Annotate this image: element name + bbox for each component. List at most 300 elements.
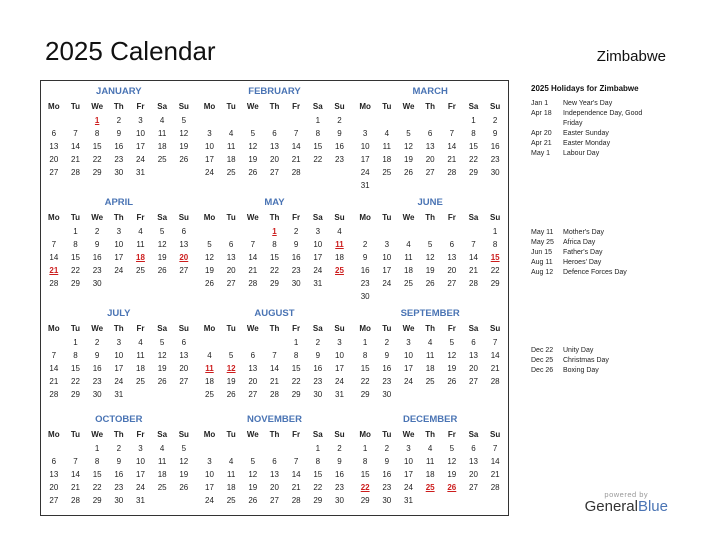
day: 19 [157,364,167,373]
weekday-label: We [91,324,104,333]
day: 25 [157,483,167,492]
holiday-date: Aug 11 [531,259,553,266]
day: 18 [382,155,392,164]
day: 24 [114,266,124,275]
day: 15 [71,364,80,373]
day: 7 [250,240,256,249]
day: 5 [228,351,234,360]
holiday-item [531,149,653,159]
weekday-header [199,428,351,442]
week-row [43,455,195,468]
day: 21 [291,155,301,164]
holiday-item [531,356,653,366]
day: 20 [248,377,258,386]
brand-blue: Blue [637,498,668,515]
day: 14 [447,142,457,151]
day: 1 [315,444,321,453]
day: 4 [159,116,165,125]
month-december [352,409,508,515]
day: 28 [248,279,258,288]
day: 13 [469,457,478,466]
weekday-label: Tu [70,102,81,111]
day: 19 [179,142,189,151]
holiday-item [531,238,653,248]
empty-day [108,277,130,290]
day: 2 [337,444,342,453]
week-row [199,362,351,375]
day: 16 [335,142,344,151]
day: 28 [71,496,80,505]
weekday-label: Th [425,324,436,333]
holiday-item [531,109,653,129]
month-may [197,192,353,303]
day: 10 [360,142,370,151]
month-name: JULY [107,308,131,319]
weekday-label: Fr [447,324,456,333]
weekday-label: Mo [48,213,60,222]
day: 26 [205,279,214,288]
weekday-label: Su [490,430,501,439]
empty-day [285,114,307,127]
day: 24 [136,155,145,164]
day: 28 [291,496,301,505]
weekday-header [199,322,351,336]
holiday-date: Apr 18 [531,110,552,117]
day: 7 [272,351,277,360]
day: 22 [313,483,323,492]
weekday-label: Su [178,213,189,222]
weekday-label: Fr [447,430,456,439]
weekday-label: Th [113,102,124,111]
holiday-group-3 [531,346,653,376]
day: 22 [469,155,478,164]
weekday-header [43,100,195,114]
day: 21 [71,483,80,492]
weekday-label: We [402,102,415,111]
holiday-day: 21 [49,266,59,275]
day: 23 [92,377,102,386]
day: 22 [291,377,301,386]
day: 4 [207,351,212,360]
day: 15 [469,142,478,151]
holiday-day: 25 [335,266,344,275]
holiday-day: 18 [136,253,145,262]
day: 3 [384,240,390,249]
day: 17 [205,483,214,492]
week-row [354,468,506,481]
weekday-header [354,211,506,225]
empty-day [242,336,264,349]
day: 6 [449,240,455,249]
weekday-label: Fr [447,102,456,111]
week-row [199,481,351,494]
day: 3 [116,227,122,236]
weekday-label: Mo [203,430,216,439]
weekday-header [43,322,195,336]
day: 8 [362,457,368,466]
week-row [199,140,351,153]
empty-day [264,114,286,127]
day: 30 [360,292,370,301]
day: 5 [406,129,411,138]
week-row [354,481,506,494]
day: 2 [293,227,299,236]
week-row [43,166,195,179]
day: 29 [360,390,370,399]
day: 5 [181,444,187,453]
day: 14 [270,364,279,373]
holiday-date: Jan 1 [531,100,549,107]
day: 21 [270,377,279,386]
day: 24 [360,168,370,177]
day: 19 [447,470,457,479]
weekday-label: Su [334,213,345,222]
day: 30 [114,168,124,177]
day: 23 [382,483,392,492]
month-february [197,81,353,192]
day: 20 [270,483,279,492]
holiday-day: 15 [490,253,500,262]
day: 6 [250,351,256,360]
day: 2 [384,338,390,347]
day: 7 [449,129,455,138]
weekday-label: Mo [359,430,371,439]
weekday-label: Tu [70,430,81,439]
day: 7 [51,240,57,249]
day: 30 [291,279,301,288]
empty-day [398,388,420,401]
empty-day [264,336,286,349]
day: 17 [335,364,344,373]
empty-day [419,290,441,303]
month-march [352,81,508,192]
day: 19 [248,155,258,164]
day: 26 [404,168,413,177]
day: 12 [447,457,457,466]
weekday-label: Sa [157,430,168,439]
weekday-label: Sa [312,102,323,111]
empty-day [199,114,221,127]
day: 9 [362,253,368,262]
empty-day [173,166,195,179]
month-november [197,409,353,515]
day: 10 [114,240,124,249]
day: 17 [404,364,413,373]
weekday-label: Mo [48,324,60,333]
empty-day [419,179,441,192]
weekday-label: Tu [226,324,236,333]
day: 11 [404,253,413,262]
day: 23 [490,155,500,164]
empty-day [376,225,398,238]
day: 15 [313,142,323,151]
day: 8 [73,240,78,249]
day: 3 [406,444,411,453]
day: 14 [291,470,301,479]
week-row [354,225,506,238]
weekday-header [199,100,351,114]
day: 18 [404,266,413,275]
day: 7 [471,240,476,249]
day: 4 [384,129,390,138]
day: 19 [179,470,189,479]
weekday-label: We [246,102,259,111]
weekday-label: Mo [48,102,60,111]
weekday-label: Th [269,324,280,333]
day: 6 [471,338,476,347]
empty-day [220,114,242,127]
day: 22 [71,377,80,386]
empty-day [441,290,463,303]
weekday-label: Su [178,102,189,111]
weekday-label: Th [113,324,124,333]
day: 9 [384,351,390,360]
month-name: OCTOBER [95,414,143,425]
month-name: JUNE [417,197,443,208]
week-row [199,494,351,507]
day: 21 [490,364,500,373]
day: 7 [293,129,299,138]
empty-day [354,114,376,127]
empty-day [463,225,485,238]
holiday-name: Independence Day, Good Friday [563,110,643,127]
day: 5 [449,444,455,453]
week-row [199,388,351,401]
day: 11 [136,240,145,249]
week-row [43,336,195,349]
month-january [41,81,197,192]
day: 9 [315,351,321,360]
month-name: MARCH [412,86,448,97]
day: 28 [49,279,59,288]
day: 23 [114,483,124,492]
holiday-name: Christmas Day [563,357,609,364]
day: 4 [159,444,165,453]
day: 1 [73,338,78,347]
day: 17 [114,364,124,373]
holiday-item [531,366,653,376]
week-row [43,251,195,264]
empty-day [376,114,398,127]
weekday-label: Su [490,102,501,111]
day: 26 [447,377,457,386]
day: 8 [293,351,299,360]
day: 26 [179,155,189,164]
day: 16 [313,364,323,373]
day: 11 [226,470,236,479]
empty-day [441,179,463,192]
week-row [199,225,351,238]
week-row [354,251,506,264]
empty-day [151,494,173,507]
day: 15 [313,470,323,479]
day: 30 [335,496,344,505]
day: 4 [427,338,433,347]
week-row [354,375,506,388]
empty-day [285,442,307,455]
holiday-date: May 1 [531,150,551,157]
day: 6 [181,227,187,236]
week-row [199,114,351,127]
empty-day [264,442,286,455]
weekday-label: Fr [292,213,301,222]
month-august [197,303,353,409]
empty-day [329,166,351,179]
holiday-date: Apr 20 [531,130,552,137]
empty-day [398,225,420,238]
empty-day [307,166,329,179]
day: 8 [94,129,100,138]
day: 1 [315,116,321,125]
day: 11 [382,142,391,151]
day: 3 [337,338,342,347]
day: 24 [136,483,145,492]
weekday-label: Mo [203,213,216,222]
day: 8 [73,351,78,360]
day: 13 [425,142,435,151]
month-name: JANUARY [96,86,142,97]
day: 22 [92,155,102,164]
day: 9 [94,351,100,360]
day: 20 [425,155,435,164]
day: 7 [492,444,498,453]
day: 7 [51,351,57,360]
weekday-label: We [402,213,415,222]
week-row [43,349,195,362]
day: 6 [228,240,234,249]
weekday-label: Tu [226,213,236,222]
day: 6 [51,129,57,138]
weekday-label: Tu [226,430,236,439]
day: 16 [335,470,344,479]
day: 18 [335,253,344,262]
empty-day [220,225,242,238]
day: 19 [425,266,435,275]
day: 14 [71,142,80,151]
weekday-header [354,428,506,442]
day: 25 [205,390,214,399]
empty-day [376,179,398,192]
day: 9 [492,129,498,138]
week-row [43,442,195,455]
day: 14 [49,364,59,373]
weekday-label: Su [178,324,189,333]
day: 29 [360,496,370,505]
day: 24 [404,377,413,386]
holiday-name: Mother's Day [563,229,605,236]
day: 18 [205,377,214,386]
week-row [43,277,195,290]
weekday-label: Sa [468,213,479,222]
brand-logo [585,490,668,515]
weekday-header [354,322,506,336]
day: 15 [270,253,279,262]
week-row [354,140,506,153]
day: 3 [406,338,411,347]
day: 8 [272,240,277,249]
day: 22 [313,155,323,164]
day: 21 [447,155,457,164]
day: 12 [447,351,457,360]
weekday-label: Su [334,102,345,111]
day: 29 [92,496,102,505]
day: 26 [248,168,258,177]
day: 23 [291,266,301,275]
week-row [43,238,195,251]
day: 14 [490,351,500,360]
empty-day [151,166,173,179]
holidays-title: 2025 Holidays for Zimbabwe [531,84,639,93]
day: 15 [360,364,370,373]
day: 16 [382,364,392,373]
day: 24 [404,483,413,492]
day: 25 [136,266,145,275]
day: 30 [490,168,500,177]
day: 30 [114,496,124,505]
holiday-date: Dec 26 [531,367,554,374]
holiday-day: 1 [272,227,277,236]
month-name: MAY [264,197,285,208]
day: 6 [272,457,277,466]
day: 21 [71,155,80,164]
month-name: APRIL [104,197,134,208]
day: 2 [116,116,122,125]
day: 21 [469,266,478,275]
day: 23 [313,377,323,386]
day: 6 [181,338,187,347]
day: 8 [94,457,100,466]
week-row [199,442,351,455]
day: 27 [270,168,279,177]
weekday-label: Sa [157,102,168,111]
weekday-label: Tu [382,102,392,111]
empty-day [441,388,463,401]
page-title: 2025 Calendar [45,36,216,66]
day: 14 [490,457,500,466]
day: 5 [427,240,433,249]
empty-day [441,114,463,127]
day: 28 [447,168,457,177]
weekday-label: Tu [70,324,81,333]
week-row [199,277,351,290]
day: 1 [362,444,368,453]
day: 4 [138,227,143,236]
week-row [199,238,351,251]
day: 27 [226,279,236,288]
day: 7 [293,457,299,466]
day: 10 [205,142,214,151]
day: 23 [114,155,124,164]
day: 7 [492,338,498,347]
empty-day [65,114,87,127]
day: 3 [116,338,122,347]
holiday-date: Dec 25 [531,357,554,364]
day: 11 [157,129,167,138]
month-july [41,303,197,409]
day: 22 [92,483,102,492]
day: 29 [490,279,500,288]
week-row [354,153,506,166]
day: 13 [248,364,258,373]
empty-day [484,179,506,192]
week-row [199,468,351,481]
day: 23 [335,483,344,492]
weekday-label: Fr [136,213,145,222]
day: 31 [136,496,145,505]
empty-day [419,114,441,127]
day: 20 [49,483,59,492]
empty-day [419,494,441,507]
